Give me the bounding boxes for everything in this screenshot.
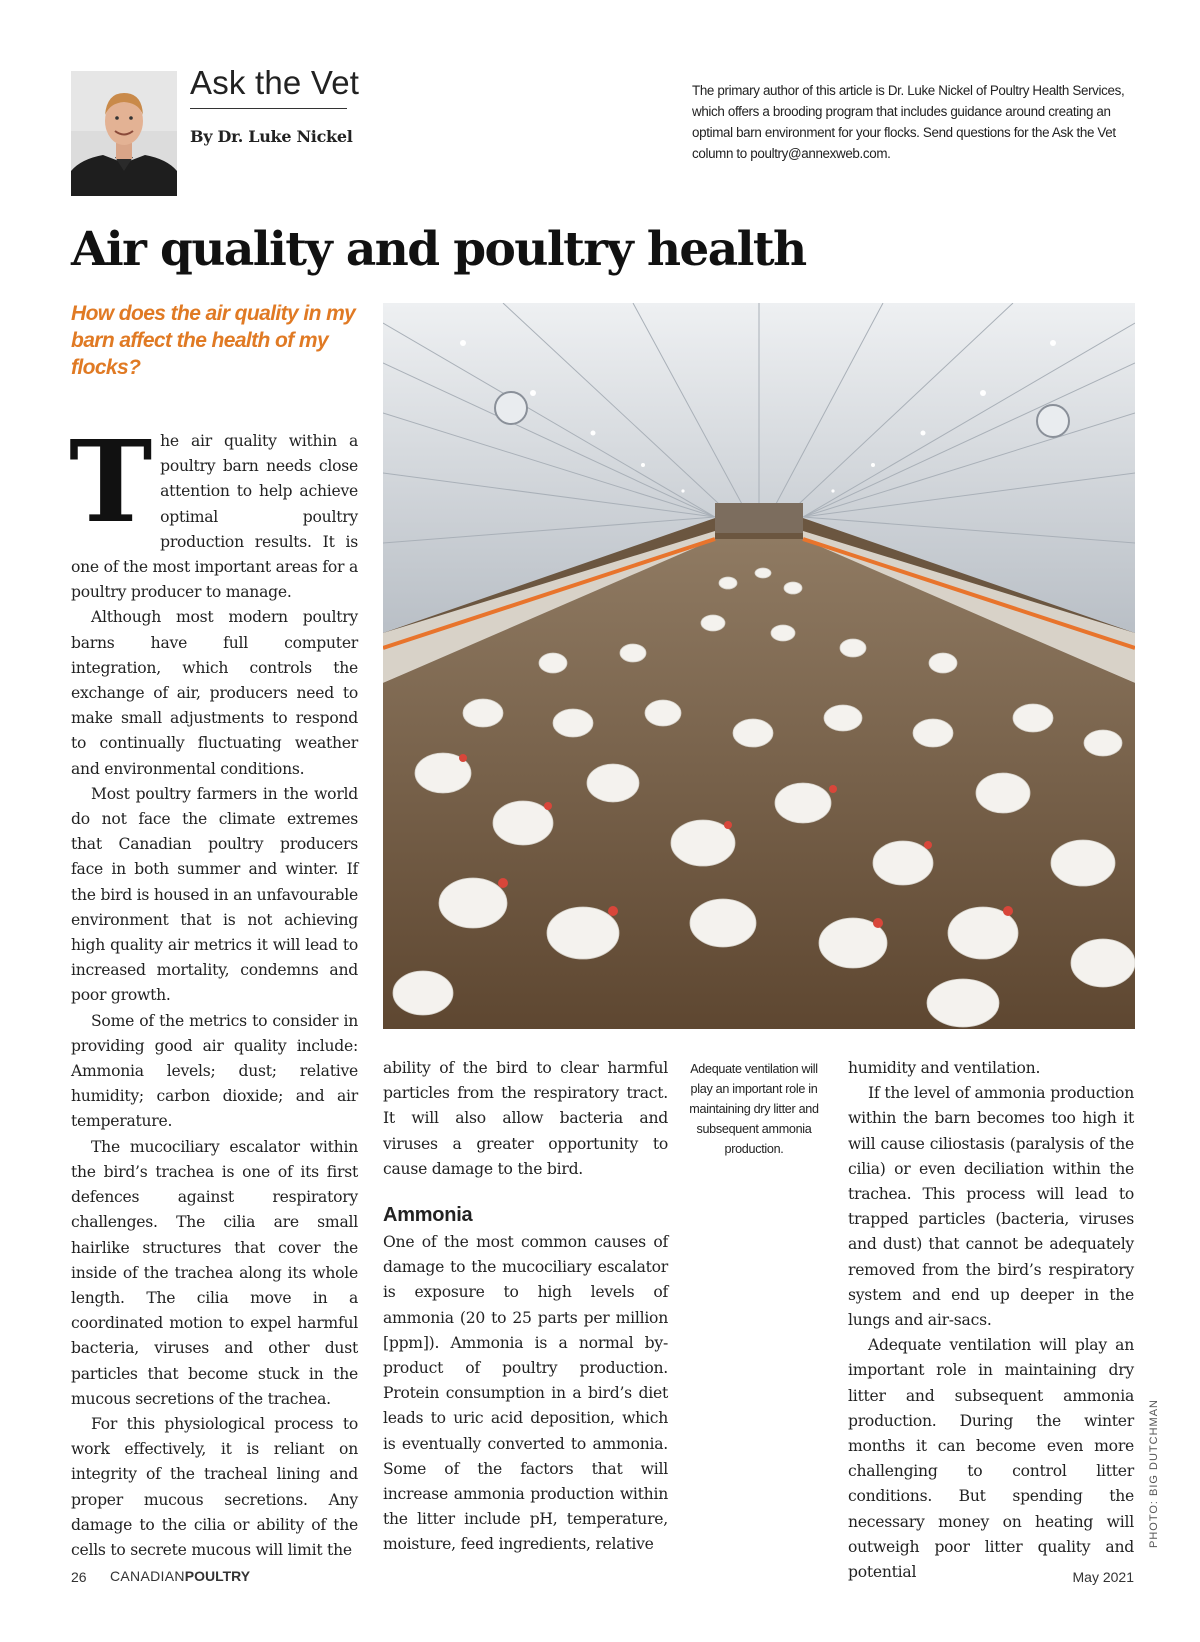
magazine-name — [110, 1568, 250, 1584]
paragraph: One of the most common causes of damage to the mucociliary escalator is exposure to high levels of ammonia (20 to 25 parts per million [ppm]). Ammonia is a normal by-product of poultry production. Protein consumption in a bird’s diet leads to uric acid deposition, which is eventually converted to ammonia. Some of the factors that will increase ammonia production within the litter include pH, temperature, moisture, feed ingredients, relative — [383, 1233, 668, 1554]
paragraph: Most poultry farmers in the world do not face the climate extremes that Canadian poultry producers face in both summer and winter. If the bird is housed in an unfavourable environment that is not achieving high quality air metrics it will lead to increased mortality, condemns and poor growth. — [71, 784, 358, 1005]
column-title: Ask the Vet — [190, 64, 360, 101]
paragraph: The mucociliary escalator within the bird’s trachea is one of its first defences against respiratory challenges. The cilia are small hairlike structures that cover the inside of the trachea along its whole length. The cilia move in a coordinated motion to expel harmful bacteria, viruses and other dust particles that become stuck in the mucous secretions of the trachea. — [71, 1137, 358, 1408]
paragraph: ability of the bird to clear harmful particles from the respiratory tract. It will also allow bacteria and viruses a greater opportunity to cause damage to the bird. — [383, 1059, 668, 1178]
barn-photo — [383, 303, 1135, 1029]
paragraph: he air quality within a poultry barn needs close attention to help achieve optimal poultry production results. It is one of the most important areas for a poultry producer to manage. — [71, 432, 358, 602]
author-note: The primary author of this article is Dr. Luke Nickel of Poultry Health Services, which offers a brooding program that includes guidance around creating an optimal barn environment for your flocks. Send questions for the Ask the Vet column to poultry@annexweb.com. — [692, 83, 1125, 161]
headline: Air quality and poultry health — [71, 222, 806, 277]
byline: By Dr. Luke Nickel — [190, 127, 353, 146]
article-column-3 — [848, 1056, 1134, 1585]
drop-cap: T — [69, 417, 153, 548]
page-number: 26 — [71, 1569, 87, 1585]
paragraph: humidity and ventilation. — [848, 1059, 1041, 1077]
paragraph: For this physiological process to work effectively, it is reliant on integrity of the tracheal lining and proper mucous secretions. Any damage to the cilia or ability of the cells to secrete mucous will limit the — [71, 1414, 358, 1559]
paragraph: Adequate ventilation will play an important role in maintaining dry litter and subsequent ammonia production. During the winter months it can become even more challenging to control litter conditions. But spending the necessary money on heating will outweigh poor litter quality and potential — [848, 1336, 1134, 1582]
author-photo — [71, 71, 177, 196]
magazine-name-bold: POULTRY — [184, 1568, 251, 1584]
paragraph: Although most modern poultry barns have full computer integration, which controls the exchange of air, producers need to make small adjustments to respond to continually fluctuating weather and environmental conditions. — [71, 608, 358, 778]
article-column-1 — [69, 417, 358, 1563]
deck: How does the air quality in my barn affect the health of my flocks? — [71, 302, 356, 379]
magazine-name-light: CANADIAN — [110, 1568, 185, 1584]
photo-credit: PHOTO: BIG DUTCHMAN — [1148, 1399, 1160, 1548]
article-column-2 — [383, 1056, 668, 1558]
paragraph: If the level of ammonia production within the barn becomes too high it will cause ciliostasis (paralysis of the cilia) or even deciliation within the trachea. This process will lead to trapped particles (bacteria, viruses and dust) that cannot be adequately removed from the bird’s respiratory system and end up deeper in the lungs and air-sacs. — [848, 1084, 1134, 1330]
paragraph: Some of the metrics to consider in providing good air quality include: Ammonia levels; dust; relative humidity; carbon dioxide; and air temperature. — [71, 1011, 358, 1131]
column-title-rule — [190, 108, 347, 109]
issue-date: May 2021 — [1072, 1569, 1134, 1585]
photo-caption: Adequate ventilation will play an important role in maintaining dry litter and subsequent ammonia production. — [689, 1062, 819, 1156]
subhead-ammonia: Ammonia — [383, 1204, 473, 1227]
